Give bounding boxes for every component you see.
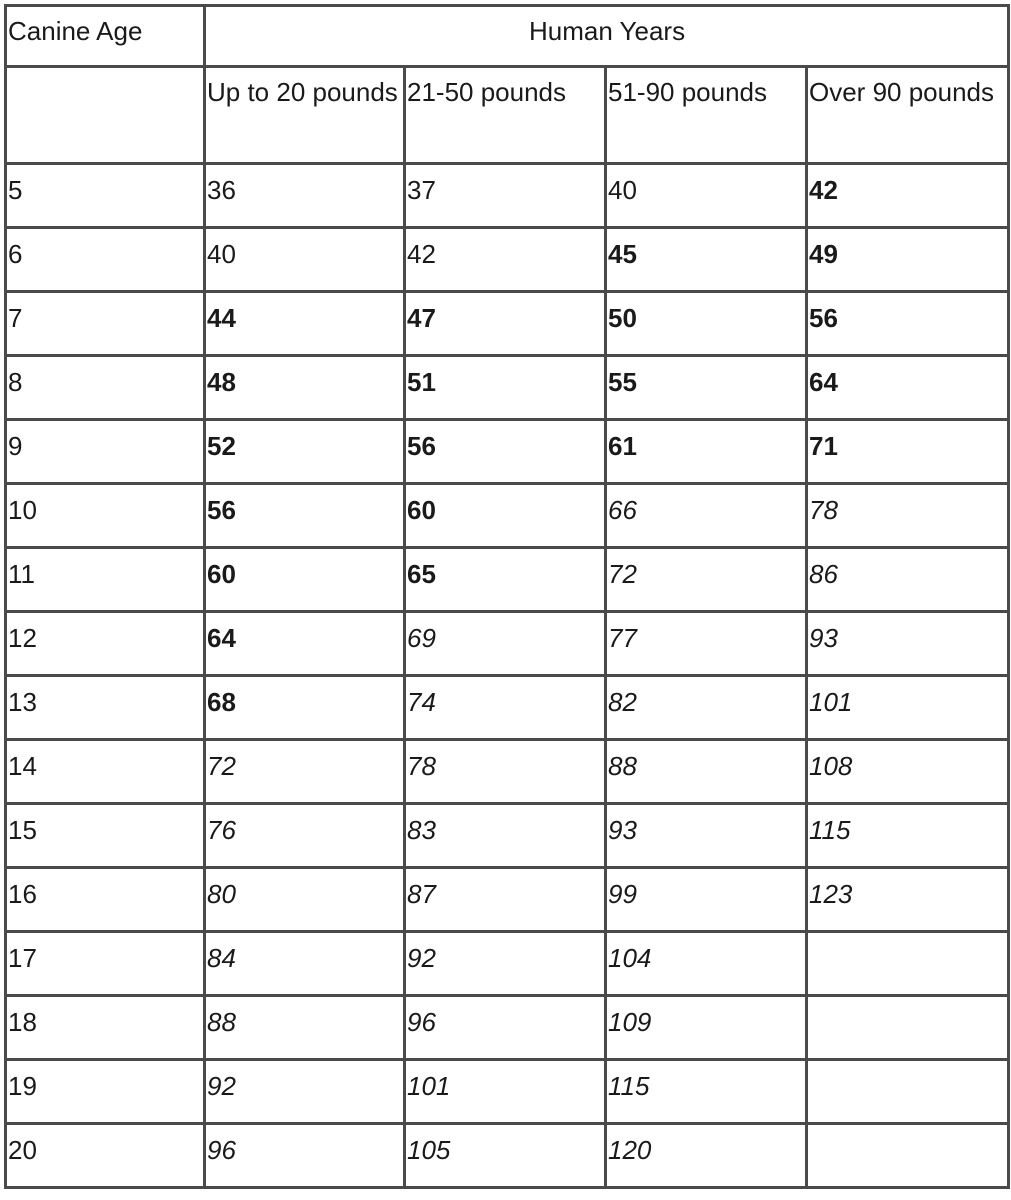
human-years-cell: 83 <box>406 805 607 869</box>
human-years-cell: 45 <box>607 229 808 293</box>
human-years-cell: 60 <box>206 549 406 613</box>
human-years-cell: 93 <box>607 805 808 869</box>
human-years-cell: 92 <box>206 1061 406 1125</box>
human-years-cell <box>808 933 1007 997</box>
canine-age-cell: 6 <box>7 229 206 293</box>
human-years-cell: 105 <box>406 1125 607 1189</box>
canine-age-header: Canine Age <box>7 7 206 68</box>
human-years-cell: 109 <box>607 997 808 1061</box>
table-row <box>7 549 1007 613</box>
human-years-cell: 55 <box>607 357 808 421</box>
canine-age-cell: 7 <box>7 293 206 357</box>
canine-age-cell: 15 <box>7 805 206 869</box>
human-years-cell: 88 <box>206 997 406 1061</box>
human-years-cell: 80 <box>206 869 406 933</box>
canine-age-cell: 9 <box>7 421 206 485</box>
table-row <box>7 613 1007 677</box>
human-years-cell: 60 <box>406 485 607 549</box>
canine-age-cell: 13 <box>7 677 206 741</box>
canine-age-cell: 5 <box>7 165 206 229</box>
human-years-cell: 78 <box>406 741 607 805</box>
table-row <box>7 357 1007 421</box>
canine-age-cell: 10 <box>7 485 206 549</box>
human-years-cell: 99 <box>607 869 808 933</box>
canine-age-cell: 8 <box>7 357 206 421</box>
human-years-cell: 77 <box>607 613 808 677</box>
human-years-cell: 51 <box>406 357 607 421</box>
human-years-cell: 68 <box>206 677 406 741</box>
human-years-cell: 72 <box>206 741 406 805</box>
table-row <box>7 869 1007 933</box>
human-years-cell <box>808 1061 1007 1125</box>
header-row-weights <box>7 68 1007 165</box>
weight-column-header: Up to 20 pounds <box>206 68 406 165</box>
human-years-cell: 92 <box>406 933 607 997</box>
human-years-cell: 76 <box>206 805 406 869</box>
human-years-cell: 101 <box>406 1061 607 1125</box>
header-row-top <box>7 7 1007 68</box>
human-years-cell: 40 <box>206 229 406 293</box>
human-years-cell: 36 <box>206 165 406 229</box>
table-row <box>7 1061 1007 1125</box>
table-row <box>7 997 1007 1061</box>
table-row <box>7 741 1007 805</box>
human-years-cell: 72 <box>607 549 808 613</box>
human-years-cell: 52 <box>206 421 406 485</box>
human-years-cell: 42 <box>406 229 607 293</box>
human-years-cell: 120 <box>607 1125 808 1189</box>
human-years-header: Human Years <box>206 7 1007 68</box>
dog-age-conversion-table <box>4 4 1010 1189</box>
empty-header-cell <box>7 68 206 165</box>
human-years-cell: 86 <box>808 549 1007 613</box>
human-years-cell: 104 <box>607 933 808 997</box>
canine-age-cell: 16 <box>7 869 206 933</box>
human-years-cell: 56 <box>808 293 1007 357</box>
human-years-cell: 123 <box>808 869 1007 933</box>
human-years-cell: 44 <box>206 293 406 357</box>
table-row <box>7 805 1007 869</box>
human-years-cell: 40 <box>607 165 808 229</box>
human-years-cell: 78 <box>808 485 1007 549</box>
table-row <box>7 165 1007 229</box>
human-years-cell <box>808 997 1007 1061</box>
canine-age-cell: 14 <box>7 741 206 805</box>
weight-column-header: Over 90 pounds <box>808 68 1007 165</box>
human-years-cell: 64 <box>206 613 406 677</box>
human-years-cell: 56 <box>406 421 607 485</box>
human-years-cell: 42 <box>808 165 1007 229</box>
table-row <box>7 677 1007 741</box>
human-years-cell: 108 <box>808 741 1007 805</box>
canine-age-cell: 18 <box>7 997 206 1061</box>
canine-age-cell: 17 <box>7 933 206 997</box>
human-years-cell: 93 <box>808 613 1007 677</box>
human-years-cell: 61 <box>607 421 808 485</box>
human-years-cell: 88 <box>607 741 808 805</box>
table-row <box>7 421 1007 485</box>
human-years-cell: 96 <box>406 997 607 1061</box>
table-body <box>7 7 1007 1189</box>
table-row <box>7 229 1007 293</box>
canine-age-cell: 11 <box>7 549 206 613</box>
human-years-cell: 69 <box>406 613 607 677</box>
human-years-cell: 65 <box>406 549 607 613</box>
human-years-cell: 56 <box>206 485 406 549</box>
human-years-cell: 64 <box>808 357 1007 421</box>
human-years-cell: 47 <box>406 293 607 357</box>
human-years-cell: 115 <box>808 805 1007 869</box>
human-years-cell: 37 <box>406 165 607 229</box>
human-years-cell: 48 <box>206 357 406 421</box>
human-years-cell <box>808 1125 1007 1189</box>
human-years-cell: 84 <box>206 933 406 997</box>
canine-age-cell: 20 <box>7 1125 206 1189</box>
human-years-cell: 87 <box>406 869 607 933</box>
human-years-cell: 50 <box>607 293 808 357</box>
table-row <box>7 485 1007 549</box>
human-years-cell: 101 <box>808 677 1007 741</box>
weight-column-header: 51-90 pounds <box>607 68 808 165</box>
human-years-cell: 96 <box>206 1125 406 1189</box>
human-years-cell: 49 <box>808 229 1007 293</box>
human-years-cell: 74 <box>406 677 607 741</box>
canine-age-cell: 12 <box>7 613 206 677</box>
table-row <box>7 1125 1007 1189</box>
human-years-cell: 115 <box>607 1061 808 1125</box>
human-years-cell: 66 <box>607 485 808 549</box>
human-years-cell: 82 <box>607 677 808 741</box>
canine-age-cell: 19 <box>7 1061 206 1125</box>
weight-column-header: 21-50 pounds <box>406 68 607 165</box>
table-row <box>7 293 1007 357</box>
human-years-cell: 71 <box>808 421 1007 485</box>
table-row <box>7 933 1007 997</box>
